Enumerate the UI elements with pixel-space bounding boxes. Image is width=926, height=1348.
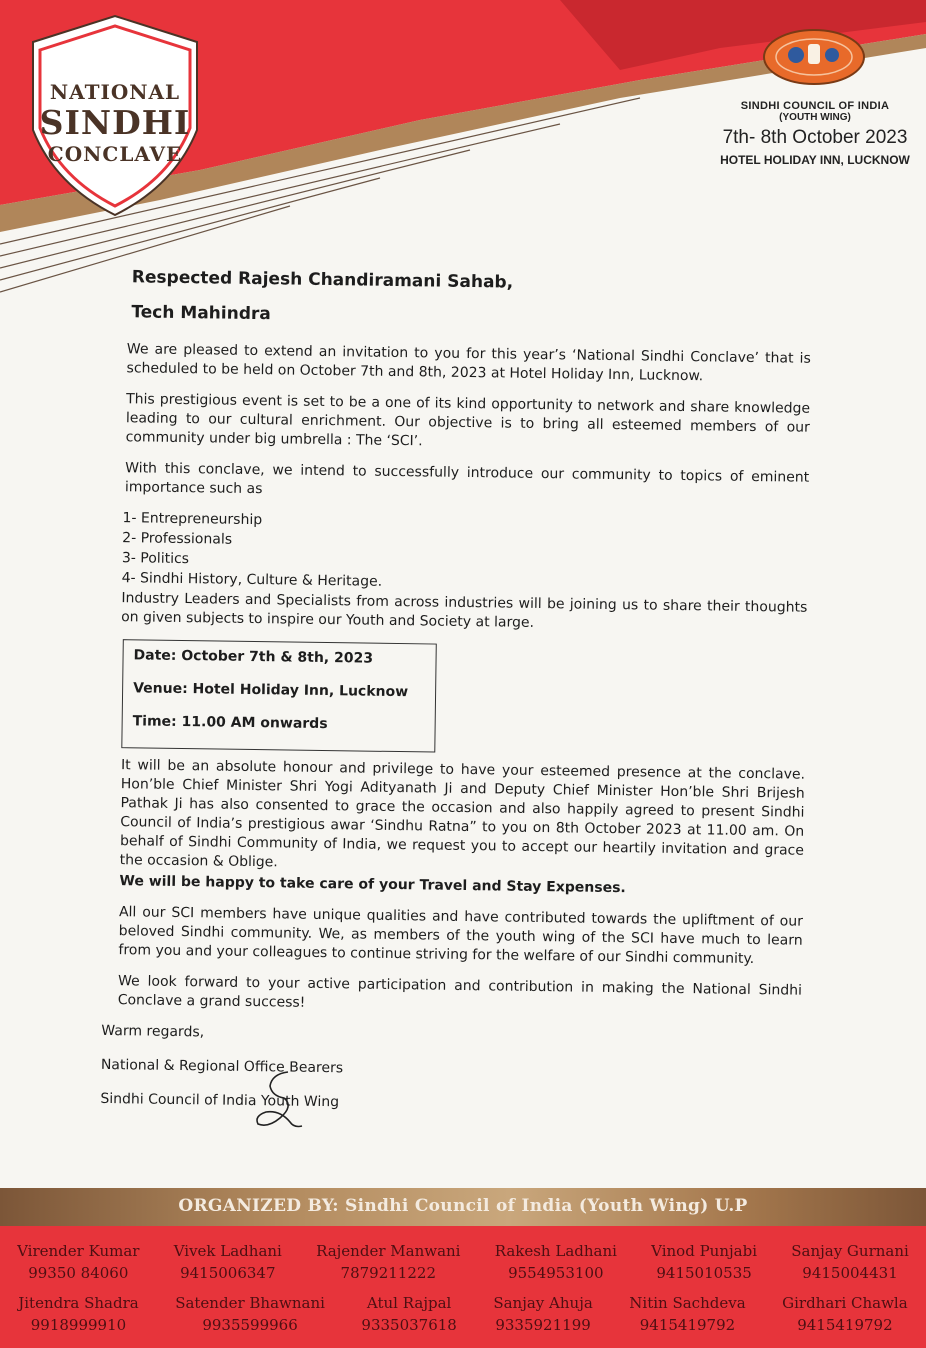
member-name: Rakesh Ladhani (494, 1242, 617, 1260)
member-contact (629, 1292, 745, 1336)
paragraph-event: This prestigious event is set to be a one of its kind opportunity to network and share knowledge leading to our cultural enrichment. Our objective is to bring all esteemed members of our community under big umbrella : The ‘SCI’. (125, 391, 811, 450)
member-phone: 9415004431 (802, 1264, 898, 1282)
detail-time: Time: 11.00 AM onwards (132, 713, 328, 733)
member-phone: 9415419792 (639, 1316, 736, 1334)
member-name: Atul Rajpal (366, 1294, 452, 1312)
member-phone: 9554953100 (508, 1264, 604, 1282)
member-contact (493, 1292, 592, 1336)
member-contact (782, 1292, 908, 1336)
org-name: SINDHI COUNCIL OF INDIA (740, 100, 890, 112)
paragraph-speakers: Industry Leaders and Specialists from across industries will be joining us to share their thoughts on given subjects to inspire our Youth and Society at large. (121, 590, 808, 631)
event-venue: HOTEL HOLIDAY INN, LUCKNOW (720, 153, 910, 167)
event-dates: 7th- 8th October 2023 (722, 127, 908, 148)
member-phone: 9335037618 (361, 1316, 457, 1334)
member-phone: 9335921199 (495, 1316, 591, 1334)
brand-line-3: CONCLAVE (47, 142, 183, 166)
list-item: 1- Entrepreneurship (122, 510, 263, 529)
signoff-wing: Sindhi Council of India Youth Wing (100, 1090, 340, 1111)
member-contact (175, 1292, 325, 1336)
member-phone: 9415010535 (656, 1264, 752, 1282)
organizer-info (710, 100, 920, 167)
topics-list (122, 509, 809, 598)
event-details-box (121, 639, 436, 752)
member-phone: 9918999910 (30, 1316, 127, 1334)
brand-line-2: SINDHI (39, 103, 191, 142)
paragraph-honour: It will be an absolute honour and privilege to have your esteemed presence at the conclave. Hon’ble Chief Minister Shri Yogi Adityanath Ji and Deputy Chief Minister Hon’ble Shri Brijesh Pathak Ji has also consented to grace the occasion and also happily agreed to present Sindhi Council of India’s prestigious awar ‘Sindhu Ratna” to you on 8th October 2023 at 11.00 am. On behalf of Sindhi Community of India, we request you to accept our heartily invitation and grace the occasion & Oblige. (119, 757, 806, 871)
list-item: 3- Politics (121, 550, 190, 568)
member-phone: 7879211222 (340, 1264, 436, 1282)
conclave-brand (30, 80, 200, 166)
member-contact (316, 1240, 460, 1284)
member-name: Sanjay Ahuja (493, 1294, 593, 1312)
member-name: Girdhari Chawla (782, 1294, 908, 1312)
recipient-company: Tech Mahindra (131, 302, 271, 325)
member-contact (651, 1240, 757, 1284)
salutation: Respected Rajesh Chandiramani Sahab, (131, 267, 514, 293)
member-row (0, 1240, 926, 1284)
member-phone: 9415006347 (180, 1264, 276, 1282)
detail-venue: Venue: Hotel Holiday Inn, Lucknow (133, 680, 409, 701)
paragraph-invitation: We are pleased to extend an invitation to you for this year’s ‘National Sindhi Conclave’ that is scheduled to be held on October 7th and 8th, 2023 at Hotel Holiday Inn, Lucknow. (126, 341, 811, 385)
member-name: Sanjay Gurnani (791, 1242, 909, 1260)
member-name: Jitendra Shadra (18, 1294, 139, 1312)
member-name: Vivek Ladhani (173, 1242, 282, 1260)
member-name: Rajender Manwani (316, 1242, 461, 1260)
council-emblem-icon (762, 28, 866, 86)
letter-body (100, 268, 812, 1134)
regards: Warm regards, (101, 1022, 205, 1041)
member-phone: 9935599966 (202, 1316, 298, 1334)
member-contact (17, 1240, 139, 1284)
paragraph-closing: We look forward to your active participation and contribution in making the National Sindhi Conclave a grand success! (117, 973, 803, 1011)
member-name: Nitin Sachdeva (629, 1294, 746, 1312)
paragraph-topics-intro: With this conclave, we intend to successfully introduce our community to topics of eminent importance such as (124, 460, 810, 498)
detail-date: Date: October 7th & 8th, 2023 (133, 647, 374, 667)
member-contact (18, 1292, 138, 1336)
member-name: Satender Bhawnani (175, 1294, 325, 1312)
paragraph-members: All our SCI members have unique qualities and have contributed towards the upliftment of our beloved Sindhi community. We, as members of the youth wing of the SCI have much to learn from you and your colleagues to continue striving for the welfare of our Sindhi community. (118, 904, 804, 968)
signature-icon (250, 1066, 310, 1136)
list-item: 4- Sindhi History, Culture & Heritage. (121, 570, 383, 590)
list-item: 2- Professionals (122, 530, 233, 548)
member-name: Virender Kumar (17, 1242, 140, 1260)
organized-by: ORGANIZED BY: Sindhi Council of India (Youth Wing) U.P (178, 1196, 748, 1216)
member-contact (495, 1240, 617, 1284)
signoff-bearers: National & Regional Office Bearers (100, 1056, 344, 1077)
member-contacts (0, 1240, 926, 1344)
org-wing: (YOUTH WING) (779, 112, 851, 123)
footer (0, 1188, 926, 1348)
brand-line-1: NATIONAL (49, 80, 181, 104)
member-phone: 9415419792 (797, 1316, 893, 1334)
member-phone: 99350 84060 (28, 1264, 129, 1282)
member-row (0, 1292, 926, 1336)
sign-off (100, 1022, 801, 1119)
member-contact (791, 1240, 909, 1284)
member-contact (361, 1292, 456, 1336)
paragraph-expenses: We will be happy to take care of your Travel and Stay Expenses. (119, 873, 626, 897)
member-name: Vinod Punjabi (651, 1242, 757, 1260)
member-contact (174, 1240, 282, 1284)
